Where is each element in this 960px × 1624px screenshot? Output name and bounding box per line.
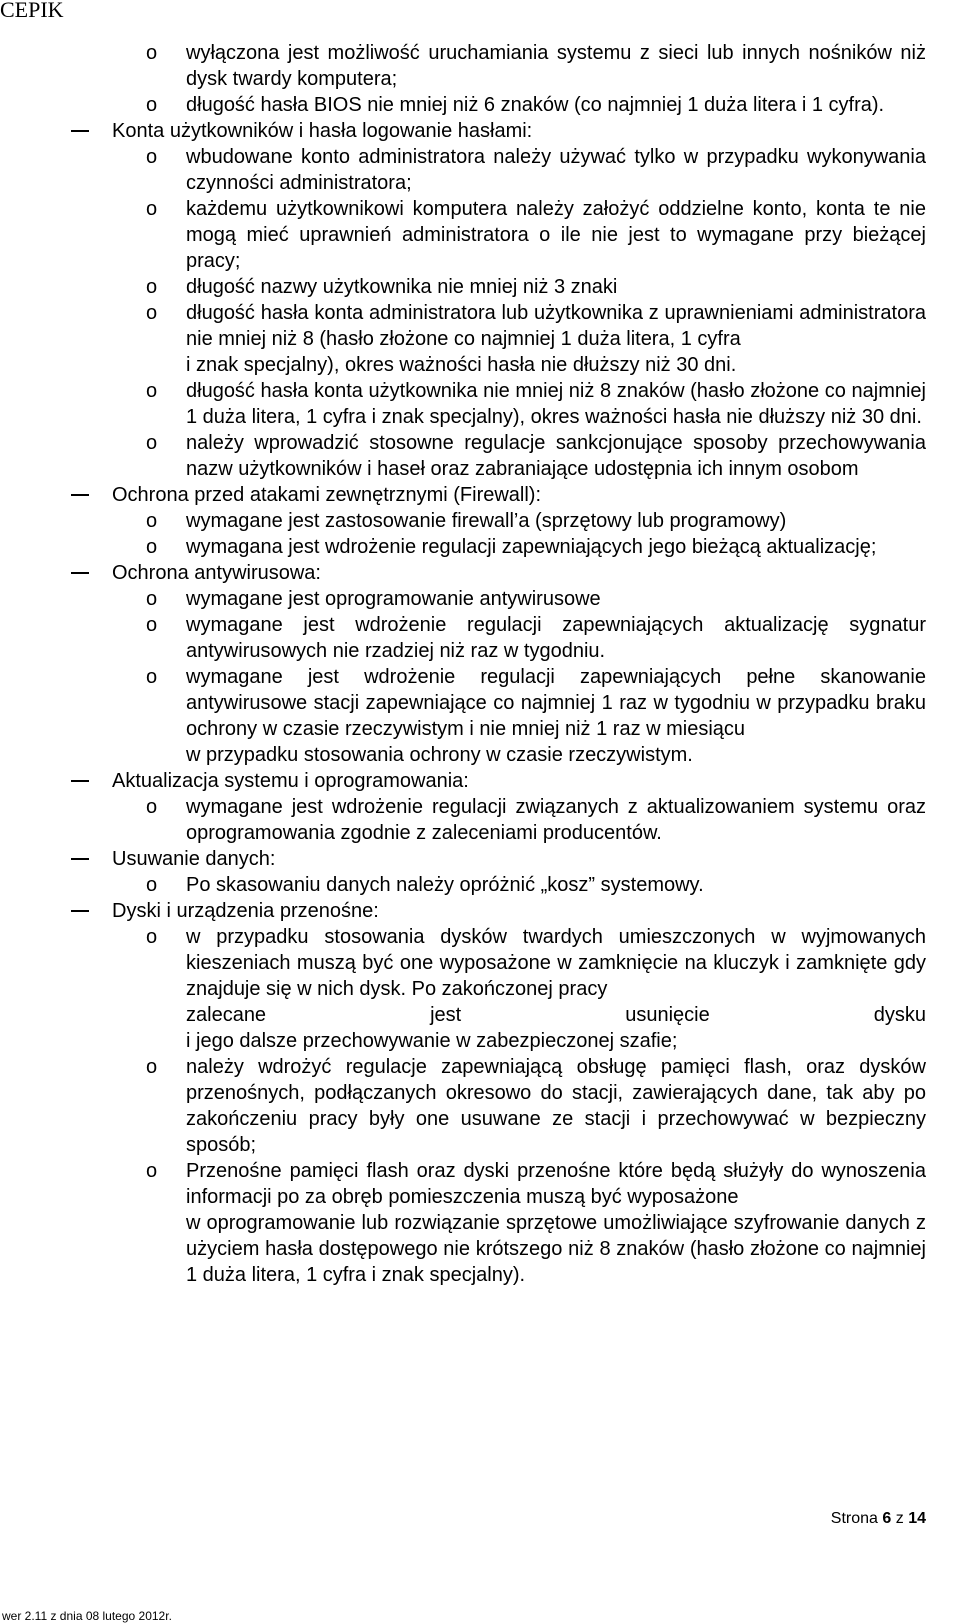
list-item-text: długość hasła BIOS nie mniej niż 6 znaków (co najmniej 1 duża litera i 1 cyfra). (186, 94, 885, 116)
list-item-text: wymagane jest oprogramowanie antywirusowe (186, 588, 601, 610)
list-item-text: w oprogramowanie lub rozwiązanie sprzętowe umożliwiające szyfrowanie danych z użyciem hasła dostępowego nie krótszego niż 8 znaków (hasło złożone co najmniej 1 duża litera, 1 cyfra i znak specjalny). (186, 1212, 926, 1286)
list-item-text: wymagane jest wdrożenie regulacji zapewniających pełne skanowanie antywirusowe stacji zapewniające co najmniej 1 raz w tygodniu w przypadku braku ochrony w czasie rzeczywistym i nie mniej niż 1 raz w miesiącu (186, 666, 926, 740)
dash-bullet (71, 910, 89, 912)
list-item-text: w przypadku stosowania dysków twardych umieszczonych w wyjmowanych kieszeniach muszą być one wyposażone w zamknięcie na kluczyk i zamknięte gdy znajduje się w nich dysk. Po zakończonej pracy (186, 926, 926, 1000)
dash-bullet (71, 130, 89, 132)
list-item-text: wbudowane konto administratora należy używać tylko w przypadku wykonywania czynności administratora; (186, 146, 926, 194)
page-number (831, 1509, 926, 1529)
list-item-text: długość hasła konta użytkownika nie mniej niż 8 znaków (hasło złożone co najmniej 1 duża litera, 1 cyfra i znak specjalny), okres ważności hasła nie dłuższy niż 30 dni. (186, 380, 926, 428)
list-marker: o (146, 302, 158, 324)
list-item (146, 144, 926, 196)
section-heading (112, 482, 926, 508)
list-item-text: należy wdrożyć regulacje zapewniającą obsługę pamięci flash, oraz dysków przenośnych, podłączanych okresowo do stacji, zawierających dane, tak aby po zakończeniu pracy były one usuwane ze stacji i przechowywać w bezpieczny sposób; (186, 1056, 926, 1156)
list-item-text: należy wprowadzić stosowne regulacje sankcjonujące sposoby przechowywania nazw użytkowników i haseł oraz zabraniające udostępnia ich innym osobom (186, 432, 926, 480)
section-heading-text: Dyski i urządzenia przenośne: (112, 900, 379, 922)
page-prefix: Strona (830, 1510, 878, 1527)
section-heading (112, 560, 926, 586)
list-marker: o (146, 380, 158, 402)
list-marker: o (146, 1160, 158, 1182)
list-marker: o (146, 614, 158, 636)
list-item-text: wymagana jest wdrożenie regulacji zapewniających jego bieżącą aktualizację; (186, 536, 877, 558)
list-item-text: długość hasła konta administratora lub użytkownika z uprawnieniami administratora nie mniej niż 8 (hasło złożone co najmniej 1 duża litera, 1 cyfra (186, 302, 926, 350)
list-item (146, 300, 926, 378)
list-marker: o (146, 276, 158, 298)
list-item (146, 92, 926, 118)
list-item-text: i znak specjalny), okres ważności hasła nie dłuższy niż 30 dni. (186, 354, 737, 376)
list-item-text: wymagane jest zastosowanie firewall’a (sprzętowy lub programowy) (186, 510, 787, 532)
section-heading-text: Ochrona przed atakami zewnętrznymi (Firewall): (112, 484, 542, 506)
list-item-text: i jego dalsze przechowywanie w zabezpieczonej szafie; (186, 1030, 678, 1052)
list-item-text: Przenośne pamięci flash oraz dyski przenośne które będą służyły do wynoszenia informacji po za obręb pomieszczenia muszą być wyposażone (186, 1160, 926, 1208)
list-marker: o (146, 198, 158, 220)
list-marker: o (146, 536, 158, 558)
list-item (146, 378, 926, 430)
list-item (146, 924, 926, 1054)
list-item (146, 534, 926, 560)
list-item-text: w przypadku stosowania ochrony w czasie rzeczywistym. (186, 744, 693, 766)
list-item (146, 872, 926, 898)
page-current: 6 (882, 1510, 892, 1527)
page-separator: z (895, 1510, 904, 1527)
section-heading-text: Ochrona antywirusowa: (112, 562, 321, 584)
section-heading-text: Usuwanie danych: (112, 848, 276, 870)
section-heading (112, 118, 926, 144)
list-item (146, 430, 926, 482)
section-heading (112, 846, 926, 872)
dash-bullet (71, 780, 89, 782)
dash-bullet (71, 494, 89, 496)
list-item (146, 664, 926, 768)
list-item-text: zalecane jest usunięcie dysku (186, 1004, 926, 1026)
list-marker: o (146, 146, 158, 168)
version-label: wer 2.11 z dnia 08 lutego 2012r. (2, 1609, 172, 1623)
list-item (146, 612, 926, 664)
list-item (146, 1158, 926, 1288)
list-item (146, 586, 926, 612)
list-item-text: długość nazwy użytkownika nie mniej niż 3 znaki (186, 276, 618, 298)
list-marker: o (146, 796, 158, 818)
list-marker: o (146, 94, 158, 116)
section-heading (112, 768, 926, 794)
list-item (146, 1054, 926, 1158)
list-item (146, 508, 926, 534)
dash-bullet (71, 572, 89, 574)
page-total: 14 (908, 1510, 926, 1527)
list-marker: o (146, 432, 158, 454)
section-heading-text: Aktualizacja systemu i oprogramowania: (112, 770, 469, 792)
section-heading-text: Konta użytkowników i hasła logowanie hasłami: (112, 120, 533, 142)
list-item-text: Po skasowaniu danych należy opróżnić „kosz” systemowy. (186, 874, 704, 896)
list-item-text: każdemu użytkownikowi komputera należy założyć oddzielne konto, konta te nie mogą mieć uprawnień administratora o ile nie jest to wymagane przy bieżącej pracy; (186, 198, 926, 272)
list-marker: o (146, 588, 158, 610)
list-item (146, 40, 926, 92)
list-item-text: wyłączona jest możliwość uruchamiania systemu z sieci lub innych nośników niż dysk twardy komputera; (186, 42, 926, 90)
list-item (146, 196, 926, 274)
header-label: CEPIK (0, 0, 64, 22)
list-item (146, 794, 926, 846)
list-marker: o (146, 926, 158, 948)
dash-bullet (71, 858, 89, 860)
list-marker: o (146, 874, 158, 896)
list-item-text: wymagane jest wdrożenie regulacji zapewniających aktualizację sygnatur antywirusowych nie rzadziej niż raz w tygodniu. (186, 614, 926, 662)
section-heading (112, 898, 926, 924)
list-marker: o (146, 510, 158, 532)
list-marker: o (146, 1056, 158, 1078)
list-item-text: wymagane jest wdrożenie regulacji związanych z aktualizowaniem systemu oraz oprogramowania zgodnie z zaleceniami producentów. (186, 796, 926, 844)
list-marker: o (146, 666, 158, 688)
list-marker: o (146, 42, 158, 64)
list-item (146, 274, 926, 300)
document-body (0, 40, 960, 1288)
